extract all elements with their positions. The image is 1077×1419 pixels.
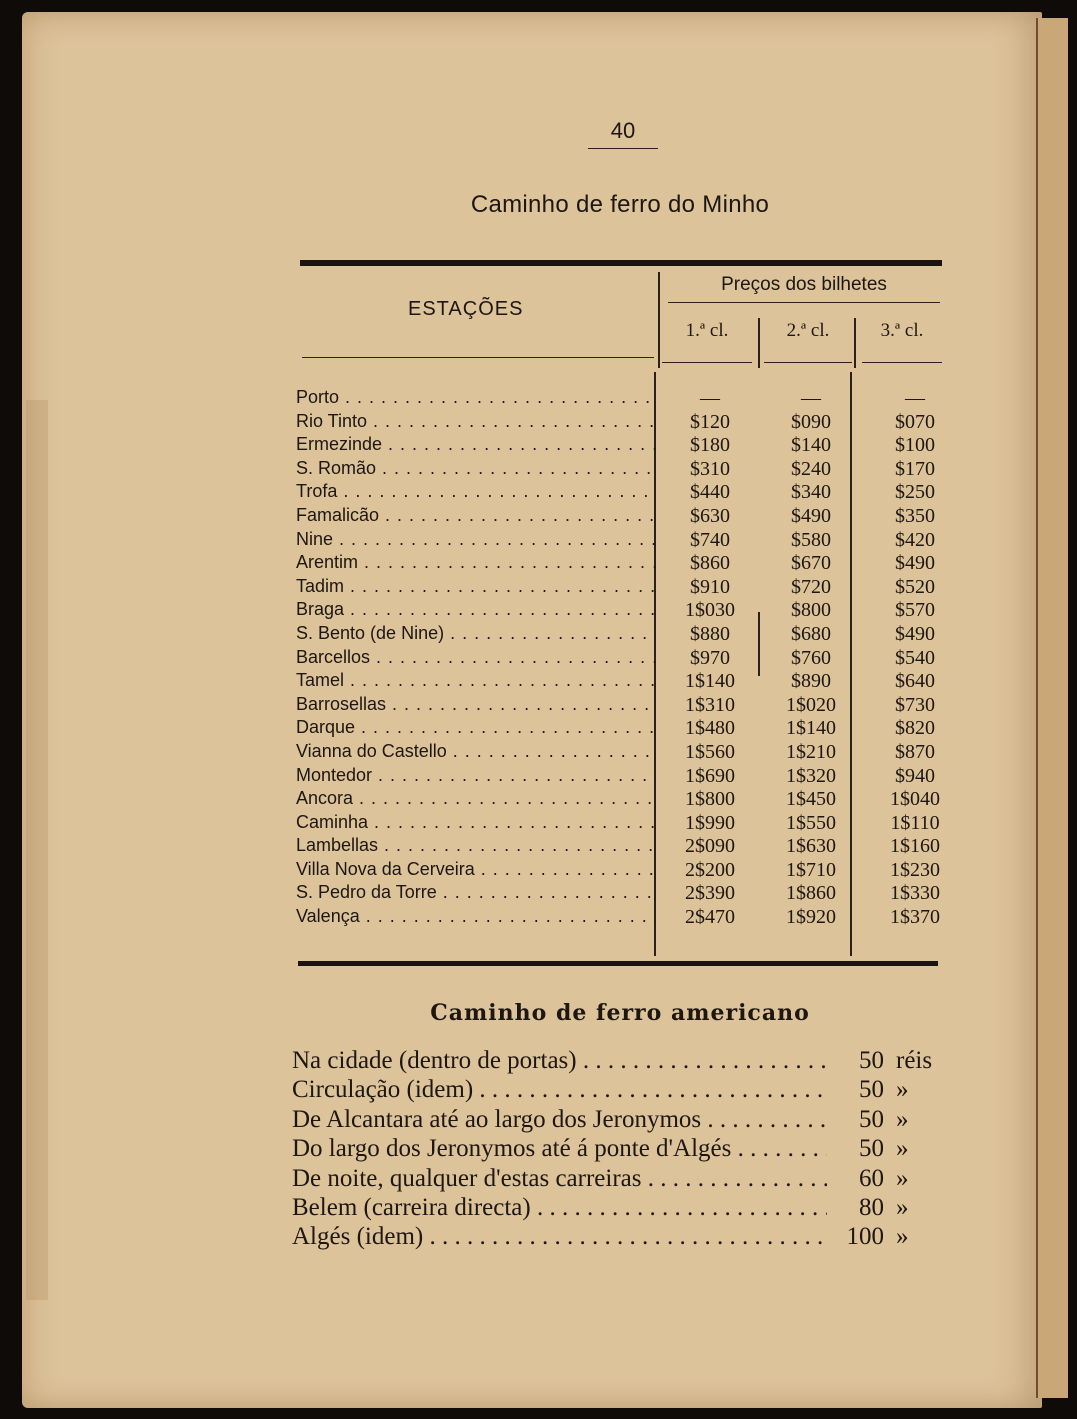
price-class-3: $070 [895,410,935,433]
route-description: Do largo dos Jeronymos até á ponte d'Algés . . . [292,1135,827,1163]
price-class-1: $910 [690,575,730,598]
table-row [296,458,956,482]
price-class-1: $440 [690,481,730,504]
section-title-minho: Caminho de ferro do Minho [470,191,770,218]
price-class-3: $520 [895,575,935,598]
station-name: Montedor . . . [296,765,656,786]
route-unit: » [896,1164,909,1192]
station-name: Porto . . . [296,387,656,408]
price-class-3: $540 [895,646,935,669]
price-class-2: $760 [791,646,831,669]
price-class-1: 1$560 [685,740,735,763]
route-unit: réis [896,1047,933,1074]
price-class-1: $630 [690,504,730,527]
table-row [296,599,956,623]
book-spine [1036,18,1068,1398]
price-class-2: $580 [791,528,831,551]
price-class-1: 2$090 [685,835,735,858]
price-class-3: $570 [895,599,935,622]
price-class-1: 1$030 [685,599,735,622]
station-name: Nine . . . [296,529,656,550]
price-class-1: $180 [690,434,730,457]
price-class-2: $890 [791,670,831,693]
price-class-1: 1$990 [685,811,735,834]
price-class-2: 1$920 [786,906,836,929]
route-description: Belem (carreira directa) . . . [292,1194,827,1222]
list-item [292,1047,952,1076]
price-class-2: 1$550 [786,811,836,834]
price-class-1: 1$140 [685,670,735,693]
price-class-3: — [905,387,925,409]
price-class-3: $730 [895,693,935,716]
table-row [296,623,956,647]
list-item [292,1194,952,1223]
price-class-3: 1$040 [890,788,940,811]
route-price: 50 [859,1047,884,1074]
price-class-2: 1$860 [786,882,836,905]
list-item [292,1223,952,1252]
station-name: Rio Tinto . . . [296,411,656,432]
table-row [296,552,956,576]
price-class-3: 1$230 [890,858,940,881]
price-class-3: $250 [895,481,935,504]
price-class-2: 1$140 [786,717,836,740]
header-rule-c2 [764,362,852,363]
price-class-2: $670 [791,552,831,575]
header-rule-c1 [662,362,752,363]
price-class-2: 1$210 [786,740,836,763]
route-unit: » [896,1105,909,1133]
route-description: Circulação (idem) . . . [292,1076,827,1104]
table-row [296,694,956,718]
price-class-1: 1$800 [685,788,735,811]
page-number: 40 [588,118,658,149]
table-row [296,812,956,836]
header-prices: Preços dos bilhetes [721,274,887,295]
page-stain [26,400,48,1300]
route-unit: » [896,1223,909,1251]
table-row [296,647,956,671]
price-class-1: 2$470 [685,906,735,929]
station-name: S. Romão . . . [296,458,656,479]
price-class-1: 2$390 [685,882,735,905]
price-class-3: $100 [895,434,935,457]
table-row [296,387,956,411]
header-class-1: 1.ª cl. [685,320,729,341]
price-class-3: $490 [895,552,935,575]
price-class-1: — [700,387,720,409]
route-price: 80 [859,1193,884,1221]
table-row [296,882,956,906]
price-class-2: 1$450 [786,788,836,811]
station-name: Vianna do Castello . . . [296,741,656,762]
price-class-1: 1$310 [685,693,735,716]
price-class-3: 1$110 [890,811,940,834]
route-unit: » [896,1076,909,1104]
price-class-3: 1$370 [890,906,940,929]
station-name: Barcellos . . . [296,647,656,668]
station-name: Trofa . . . [296,481,656,502]
header-bottom-rule-left [302,357,654,358]
section-title-americano: Caminho de ferro americano [430,1000,810,1026]
price-class-1: $740 [690,528,730,551]
table-row [296,788,956,812]
class-divider-2 [854,318,856,368]
price-class-1: $970 [690,646,730,669]
price-class-1: $860 [690,552,730,575]
route-unit: » [896,1135,909,1163]
price-class-1: $880 [690,622,730,645]
americano-list [292,1047,952,1253]
station-name: Braga . . . [296,599,656,620]
price-class-3: 1$160 [890,835,940,858]
table-top-rule [300,260,942,266]
price-class-1: 1$690 [685,764,735,787]
table-row [296,434,956,458]
class-divider-1 [758,318,760,368]
price-class-2: 1$630 [786,835,836,858]
price-class-2: $490 [791,504,831,527]
station-name: S. Bento (de Nine) . . . [296,623,656,644]
route-description: Na cidade (dentro de portas) . . . [292,1047,827,1075]
route-price: 50 [859,1135,884,1163]
list-item [292,1076,952,1105]
station-name: Tamel . . . [296,670,656,691]
price-class-2: $090 [791,410,831,433]
price-class-3: $170 [895,457,935,480]
station-name: Lambellas . . . [296,835,656,856]
station-name: Ermezinde . . . [296,434,656,455]
header-class-3: 3.ª cl. [880,320,924,341]
header-stations: ESTAÇÕES [408,298,524,320]
station-name: Darque . . . [296,717,656,738]
table-row [296,576,956,600]
price-class-1: $310 [690,457,730,480]
table-row [296,670,956,694]
price-class-2: $240 [791,457,831,480]
station-name: Valença . . . [296,906,656,927]
table-row [296,481,956,505]
route-price: 60 [859,1164,884,1192]
station-name: Tadim . . . [296,576,656,597]
price-class-3: $420 [895,528,935,551]
station-name: S. Pedro da Torre . . . [296,882,656,903]
list-item [292,1106,952,1135]
price-class-2: $140 [791,434,831,457]
table-row [296,717,956,741]
price-class-2: 1$710 [786,858,836,881]
route-price: 100 [846,1223,884,1251]
table-row [296,741,956,765]
route-price: 50 [859,1105,884,1133]
route-description: De Alcantara até ao largo dos Jeronymos . . . [292,1106,827,1134]
price-class-2: 1$020 [786,693,836,716]
header-class-2: 2.ª cl. [786,320,830,341]
price-class-3: $490 [895,622,935,645]
list-item [292,1165,952,1194]
price-class-3: 1$330 [890,882,940,905]
header-rule-c3 [862,362,942,363]
price-class-1: 2$200 [685,858,735,881]
price-class-2: $800 [791,599,831,622]
price-class-2: $720 [791,575,831,598]
price-class-3: $870 [895,740,935,763]
price-class-3: $640 [895,670,935,693]
station-name: Caminha . . . [296,812,656,833]
minho-table-body [296,387,956,930]
station-name: Villa Nova da Cerveira . . . [296,859,656,880]
table-row [296,411,956,435]
price-class-2: — [801,387,821,409]
list-item [292,1135,952,1164]
route-description: De noite, qualquer d'estas carreiras . . . [292,1165,827,1193]
table-bottom-rule [298,961,938,966]
table-row [296,859,956,883]
station-name: Barrosellas . . . [296,694,656,715]
header-divider [658,272,660,368]
price-class-1: $120 [690,410,730,433]
table-row [296,835,956,859]
route-unit: » [896,1193,909,1221]
price-class-1: 1$480 [685,717,735,740]
station-name: Ancora . . . [296,788,656,809]
price-class-2: $340 [791,481,831,504]
price-class-2: 1$320 [786,764,836,787]
station-name: Famalicão . . . [296,505,656,526]
prices-brace [668,302,940,303]
price-class-2: $680 [791,622,831,645]
price-class-3: $350 [895,504,935,527]
table-row [296,906,956,930]
table-row [296,765,956,789]
route-description: Algés (idem) . . . [292,1223,827,1251]
table-row [296,529,956,553]
price-class-3: $940 [895,764,935,787]
price-class-3: $820 [895,717,935,740]
route-price: 50 [859,1076,884,1104]
table-row [296,505,956,529]
station-name: Arentim . . . [296,552,656,573]
